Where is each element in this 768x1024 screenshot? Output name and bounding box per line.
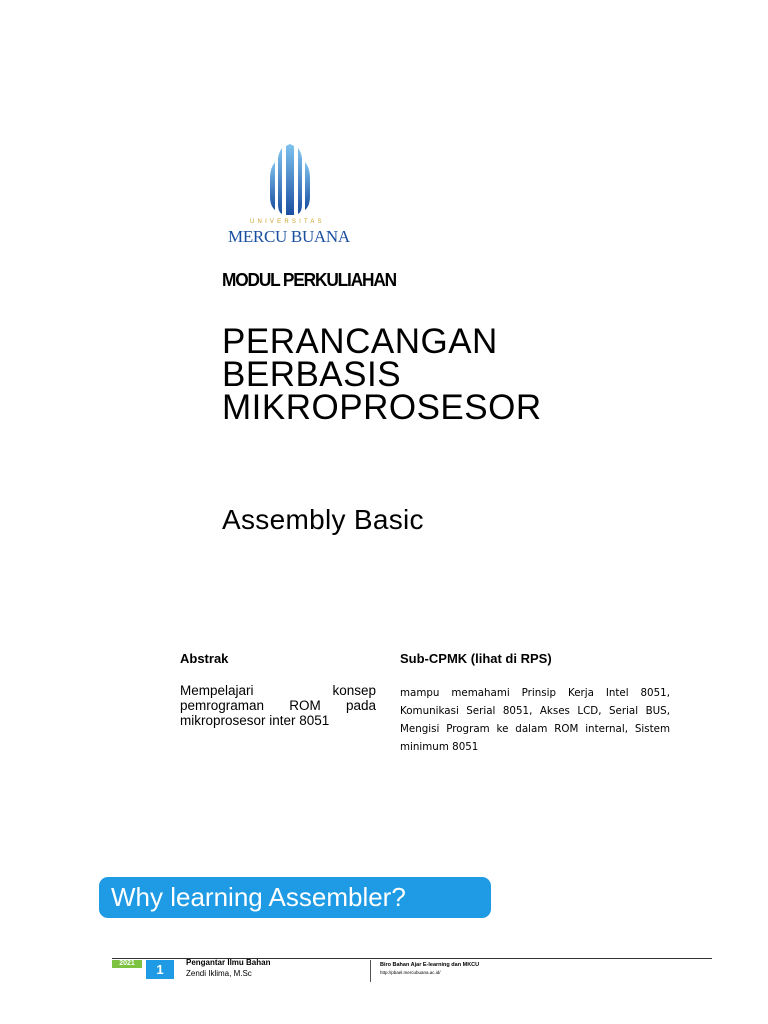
footer-course: Pengantar Ilmu Bahan xyxy=(186,958,271,967)
section-banner-text: Why learning Assembler? xyxy=(111,882,406,912)
title-line-1: PERANCANGAN xyxy=(222,322,498,361)
section-banner xyxy=(99,877,491,918)
module-label: MODUL PERKULIAHAN xyxy=(222,270,397,290)
page-number: 1 xyxy=(146,960,174,979)
mercu-buana-emblem-icon xyxy=(267,144,313,216)
sub-cpmk-body: mampu memahami Prinsip Kerja Intel 8051, Komunikasi Serial 8051, Akses LCD, Serial BUS, Mengisi Program ke dalam ROM internal, Sistem minimum 8051 xyxy=(400,687,670,753)
university-logo xyxy=(222,140,359,248)
document-subtitle: Assembly Basic xyxy=(222,504,424,535)
document-title xyxy=(222,322,702,427)
title-line-2: BERBASIS xyxy=(222,355,402,394)
sub-cpmk-heading: Sub-CPMK (lihat di RPS) xyxy=(400,651,552,666)
abstract-body: Mempelajari konsep pemrograman ROM pada mikroprosesor inter 8051 xyxy=(180,683,376,728)
footer-publisher: Biro Bahan Ajar E-learning dan MKCU xyxy=(380,962,480,968)
footer-author: Zendi Iklima, M.Sc xyxy=(186,969,252,978)
footer-vertical-divider xyxy=(370,960,371,982)
footer-year-badge: 2021 xyxy=(112,960,142,968)
logo-university-label: UNIVERSITAS xyxy=(250,219,325,225)
abstract-heading: Abstrak xyxy=(180,651,229,666)
footer-url[interactable]: http://pbael.mercubuana.ac.id/ xyxy=(380,970,441,975)
logo-university-name: MERCU BUANA xyxy=(228,227,350,246)
title-line-3: MIKROPROSESOR xyxy=(222,388,542,427)
